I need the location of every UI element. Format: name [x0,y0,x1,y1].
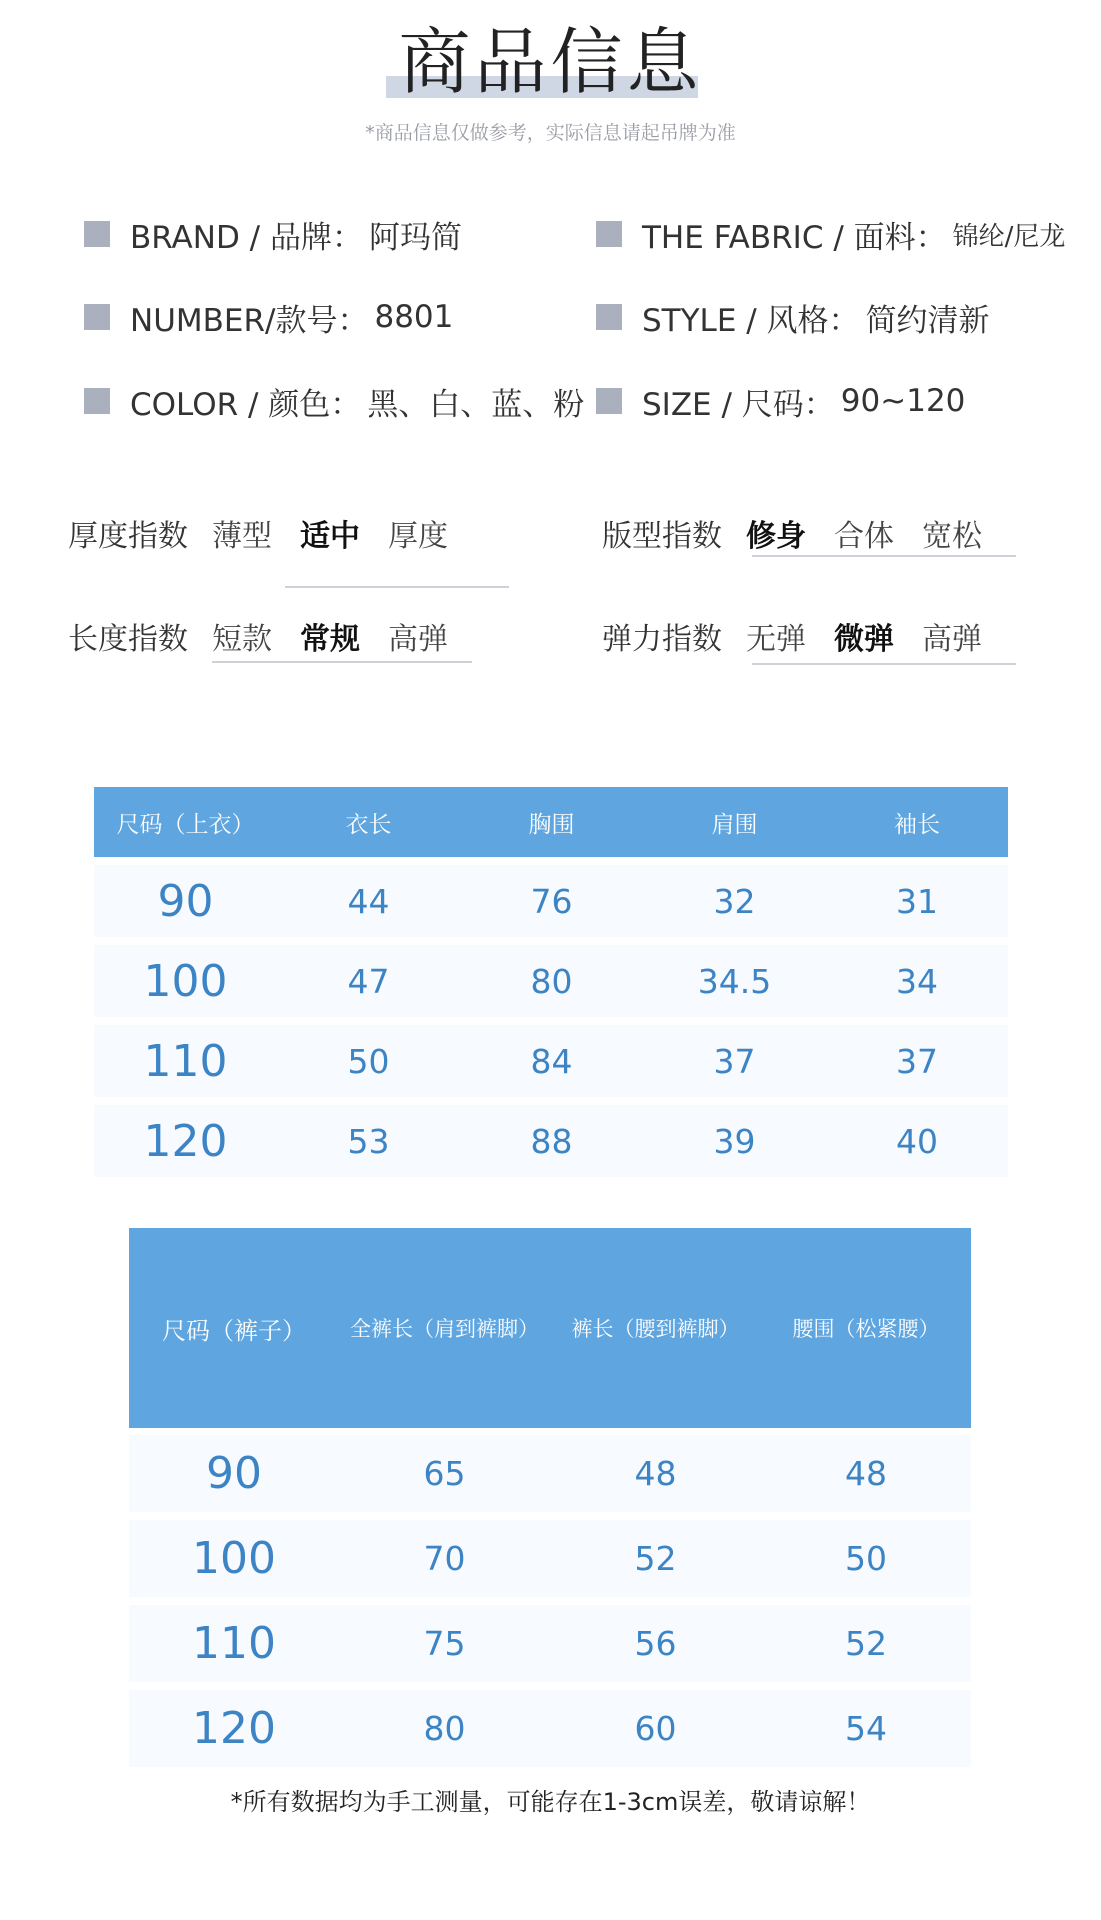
table-row [129,1690,971,1767]
info-number [84,297,453,337]
table-cell: 37 [896,1041,938,1081]
table-header-cell: 尺码（上衣） [116,811,255,838]
index-option-selected: 常规 [300,622,360,657]
table-header-cell: 衣长 [345,811,392,838]
table-header-cell: 尺码（裤子） [162,1316,306,1345]
table-row [94,945,1008,1017]
measurement-footnote: *所有数据均为手工测量，可能存在1-3cm误差，敬请谅解！ [230,1788,871,1816]
bullet-square-icon [596,388,622,414]
index-label: 版型指数 [602,519,722,554]
index-label: 长度指数 [68,622,188,657]
index-option-selected: 修身 [746,519,806,554]
thickness-index [68,510,476,556]
table-cell: 48 [634,1454,677,1493]
index-option: 短款 [212,622,272,657]
table-cell: 39 [713,1121,756,1161]
bullet-square-icon [84,221,110,247]
index-underline [285,586,509,588]
info-value: 8801 [374,299,454,335]
table-cell-size: 110 [192,1618,276,1669]
table-header-row [129,1228,971,1428]
info-color [84,381,584,421]
table-cell: 84 [530,1041,573,1081]
info-label: STYLE / 风格： [642,302,860,339]
index-option: 高弹 [922,622,982,657]
table-cell: 31 [896,881,938,921]
index-option-selected: 适中 [300,519,360,554]
page-subtitle: *商品信息仅做参考，实际信息请起吊牌为准 [365,122,736,144]
table-cell: 53 [347,1121,390,1161]
table-cell-size: 90 [206,1448,262,1499]
table-cell: 56 [634,1624,677,1663]
table-cell: 32 [713,881,756,921]
table-cell: 80 [423,1709,466,1748]
info-value: 90~120 [840,383,966,419]
table-cell-size: 90 [157,875,214,927]
table-cell: 76 [530,881,573,921]
bullet-square-icon [596,221,622,247]
index-label: 弹力指数 [602,622,722,657]
index-underline [752,663,1016,665]
table-header-cell: 肩围 [711,811,758,838]
table-cell: 88 [530,1121,573,1161]
table-row [129,1435,971,1512]
table-cell: 48 [845,1454,887,1493]
info-value: 阿玛简 [368,219,462,256]
table-cell: 70 [423,1539,466,1578]
index-option: 无弹 [746,622,806,657]
info-label: BRAND / 品牌： [130,219,363,256]
table-cell: 37 [713,1041,756,1081]
table-cell: 75 [423,1624,466,1663]
index-underline [752,555,1016,557]
table-cell-size: 100 [143,955,228,1007]
table-header-cell: 胸围 [528,811,575,838]
table-header-cell: 全裤长（肩到裤脚） [350,1317,539,1341]
table-header-cell: 腰围（松紧腰） [792,1317,940,1341]
table-cell: 50 [347,1041,390,1081]
table-cell: 52 [845,1624,887,1663]
table-cell: 65 [423,1454,466,1493]
index-option: 高弹 [388,622,448,657]
info-style [596,297,990,337]
table-cell: 47 [347,961,390,1001]
table-row [94,1025,1008,1097]
top-size-table [94,787,1008,1177]
elasticity-index [602,613,1010,659]
info-size [596,381,965,421]
index-label: 厚度指数 [68,519,188,554]
table-row [94,1105,1008,1177]
table-cell: 44 [347,881,390,921]
index-option-selected: 微弹 [834,622,894,657]
info-label: SIZE / 尺码： [642,386,835,423]
length-index [68,613,476,659]
table-cell-size: 100 [192,1533,276,1584]
index-option: 宽松 [922,519,982,554]
bullet-square-icon [84,304,110,330]
table-cell-size: 120 [143,1115,228,1167]
table-row [94,865,1008,937]
table-cell: 34 [896,961,938,1001]
table-cell-size: 110 [143,1035,228,1087]
table-cell: 80 [530,961,573,1001]
index-option: 薄型 [212,519,272,554]
pants-size-table [129,1228,971,1767]
table-cell: 34.5 [697,961,772,1001]
table-row [129,1520,971,1597]
table-cell-size: 120 [192,1703,276,1754]
info-value: 锦纶/尼龙 [952,221,1066,252]
info-label: THE FABRIC / 面料： [642,219,947,256]
table-header-cell: 袖长 [894,811,940,838]
info-label: COLOR / 颜色： [130,386,362,423]
table-cell: 60 [634,1709,677,1748]
index-underline [212,661,472,663]
bullet-square-icon [596,304,622,330]
info-value: 黑、白、蓝、粉 [367,386,585,423]
info-value: 简约清新 [865,302,990,339]
info-brand [84,214,462,254]
index-option: 合体 [834,519,894,554]
table-cell: 52 [634,1539,677,1578]
info-fabric [596,214,1065,254]
index-option: 厚度 [388,519,448,554]
table-cell: 40 [896,1121,938,1161]
fit-index [602,510,1010,556]
table-header-cell: 裤长（腰到裤脚） [571,1317,740,1341]
info-label: NUMBER/款号： [130,302,369,339]
page-title: 商品信息 [398,20,703,104]
table-row [129,1605,971,1682]
table-cell: 54 [845,1709,887,1748]
table-header-row [94,787,1008,857]
bullet-square-icon [84,388,110,414]
table-cell: 50 [845,1539,887,1578]
